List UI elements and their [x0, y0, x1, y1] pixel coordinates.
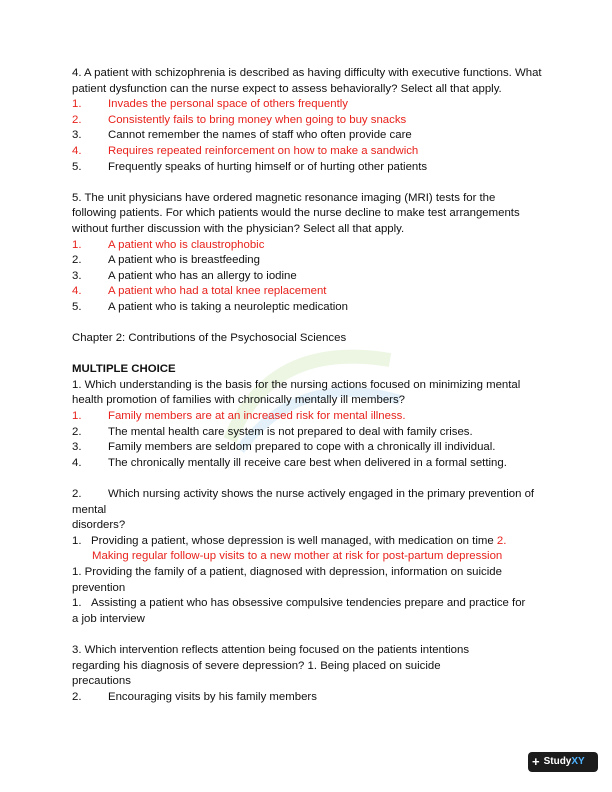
option-row	[72, 113, 542, 129]
option-row	[72, 160, 542, 176]
question-number: 2.	[72, 488, 82, 501]
option-text-correct: A patient who is claustrophobic	[108, 238, 265, 251]
option-text-correct: Making regular follow-up visits to a new mother at risk for post-partum depression	[92, 550, 503, 563]
studyxy-badge[interactable]	[528, 752, 598, 772]
badge-label: Study	[543, 756, 572, 768]
option-row	[72, 253, 542, 269]
option-text: A patient who is breastfeeding	[108, 254, 260, 267]
question-5-stem: 5. The unit physicians have ordered magnetic resonance imaging (MRI) tests for the following patients. For which patients would the nurse decline to make test arrangements without further discussion with the physician? Select all that apply.	[72, 191, 520, 235]
option-row	[72, 456, 542, 472]
option-number: 1.	[72, 534, 82, 547]
option-number: 2.	[72, 425, 82, 438]
chapter2-question-1-options	[72, 409, 542, 471]
option-number: 4.	[72, 144, 82, 157]
option-text: Family members are seldom prepared to cope with a chronically ill individual.	[108, 441, 496, 454]
option-number: 1.	[72, 410, 82, 423]
option-text-correct: Consistently fails to bring money when going to buy snacks	[108, 113, 407, 126]
option-text-correct: Requires repeated reinforcement on how to make a sandwich	[108, 144, 419, 157]
question-4-stem: 4. A patient with schizophrenia is described as having difficulty with executive functions. What patient dysfunction can the nurse expect to assess behaviorally? Select all that apply.	[72, 67, 542, 95]
badge-label-accent: XY	[571, 756, 585, 768]
stem-continuation: mental	[72, 503, 107, 516]
chapter2-question-2-stem	[72, 487, 542, 503]
option-text: A patient who has an allergy to iodine	[108, 269, 297, 282]
answer-line	[72, 534, 542, 550]
option-row	[72, 144, 542, 160]
option-text-correct: Invades the personal space of others frequently	[108, 98, 348, 111]
option-text: Providing a patient, whose depression is well managed, with medication on time	[91, 534, 494, 547]
option-number: 3.	[72, 129, 82, 142]
option-number-correct: 2.	[496, 534, 507, 547]
option-text: Assisting a patient who has obsessive compulsive tendencies prepare and practice for	[91, 597, 526, 610]
option-number: 3.	[72, 269, 82, 282]
option-number: 2.	[72, 254, 82, 267]
option-number: 5.	[72, 300, 82, 313]
option-text: a job interview	[72, 612, 145, 625]
option-row	[72, 238, 542, 254]
chapter2-question-1-stem: 1. Which understanding is the basis for the nursing actions focused on minimizing mental health promotion of families with chronically mentally ill members?	[72, 378, 521, 407]
option-row	[72, 300, 542, 316]
stem-continuation: regarding his diagnosis of severe depression? 1. Being placed on suicide	[72, 659, 441, 672]
stem-continuation: precautions	[72, 675, 131, 688]
option-row	[72, 97, 542, 113]
option-number: 2.	[72, 113, 82, 126]
option-text: A patient who is taking a neuroleptic medication	[108, 300, 348, 313]
plus-icon: +	[532, 754, 540, 769]
question-5-options	[72, 238, 542, 316]
option-number: 1.	[72, 238, 82, 251]
option-number: 3.	[72, 441, 82, 454]
option-text: prevention	[72, 581, 126, 594]
section-heading: MULTIPLE CHOICE	[72, 363, 176, 376]
option-row	[72, 284, 542, 300]
option-number: 1.	[72, 597, 82, 610]
option-text: Frequently speaks of hurting himself or of hurting other patients	[108, 160, 428, 173]
chapter-title: Chapter 2: Contributions of the Psychosocial Sciences	[72, 332, 347, 345]
question-4-options	[72, 97, 542, 175]
option-row	[72, 269, 542, 285]
option-text: Encouraging visits by his family members	[108, 690, 317, 703]
option-row	[72, 409, 542, 425]
stem-continuation: disorders?	[72, 519, 126, 532]
option-text: The mental health care system is not prepared to deal with family crises.	[108, 425, 473, 438]
option-number: 2.	[72, 690, 82, 703]
option-number: 4.	[72, 285, 82, 298]
answer-line	[72, 596, 542, 612]
option-number: 5.	[72, 160, 82, 173]
option-row	[72, 425, 542, 441]
document-page	[72, 66, 542, 705]
option-text-correct: A patient who had a total knee replacement	[108, 285, 327, 298]
option-number: 4.	[72, 456, 82, 469]
chapter2-question-3-stem: 3. Which intervention reflects attention being focused on the patients intentions	[72, 643, 470, 656]
option-row	[72, 128, 542, 144]
option-text-correct: Family members are at an increased risk for mental illness.	[108, 410, 406, 423]
option-text: 1. Providing the family of a patient, diagnosed with depression, information on suicide	[72, 566, 502, 578]
option-number: 1.	[72, 98, 82, 111]
question-text: Which nursing activity shows the nurse actively engaged in the primary prevention of	[108, 488, 535, 501]
option-row	[72, 440, 542, 456]
option-text: The chronically mentally ill receive care best when delivered in a formal setting.	[108, 456, 507, 469]
option-text: Cannot remember the names of staff who often provide care	[108, 129, 412, 142]
option-row	[72, 690, 542, 706]
